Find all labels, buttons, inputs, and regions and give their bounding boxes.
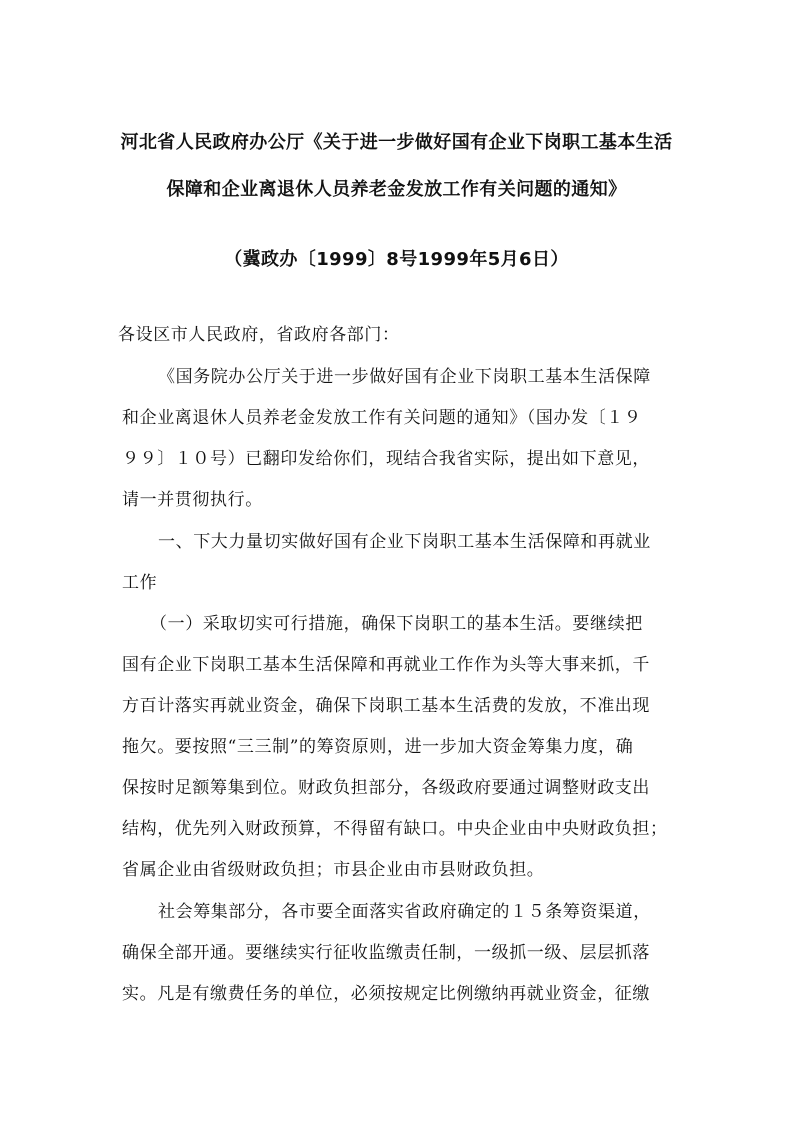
body-line: 方百计落实再就业资金，确保下岗职工基本生活费的发放，不准出现 [122, 696, 650, 716]
section-heading: 一、下大力量切实做好国有企业下岗职工基本生活保障和再就业 [158, 532, 651, 552]
body-line: 国有企业下岗职工基本生活保障和再就业工作作为头等大事来抓，千 [122, 655, 650, 675]
body-line: 拖欠。要按照“三三制”的筹资原则，进一步加大资金筹集力度，确 [122, 737, 634, 757]
body-line: 确保全部开通。要继续实行征收监缴责任制，一级抓一级、层层抓落 [122, 943, 650, 963]
body-line: （一）采取切实可行措施，确保下岗职工的基本生活。要继续把 [150, 614, 643, 634]
body-line: 请一并贯彻执行。 [122, 490, 263, 510]
body-line: 省属企业由省级财政负担；市县企业由市县财政负担。 [122, 860, 545, 880]
salutation: 各设区市人民政府，省政府各部门： [118, 325, 400, 345]
body-line: 和企业离退休人员养老金发放工作有关问题的通知》（国办发〔１９ [122, 408, 642, 428]
section-heading: 工作 [122, 573, 158, 593]
body-line: 实。凡是有缴费任务的单位，必须按规定比例缴纳再就业资金，征缴 [122, 984, 650, 1004]
body-line: 社会筹集部分，各市要全面落实省政府确定的１５条筹资渠道， [158, 902, 651, 922]
body-line: 《国务院办公厅关于进一步做好国有企业下岗职工基本生活保障 [158, 367, 651, 387]
document-number: （冀政办〔1999〕8号1999年5月6日） [224, 249, 569, 270]
body-line: 保按时足额筹集到位。财政负担部分，各级政府要通过调整财政支出 [122, 778, 650, 798]
body-line: 结构，优先列入财政预算，不得留有缺口。中央企业由中央财政负担； [122, 819, 668, 839]
document-title-line-2: 保障和企业离退休人员养老金发放工作有关问题的通知》 [166, 179, 627, 200]
document-title-line-1: 河北省人民政府办公厅《关于进一步做好国有企业下岗职工基本生活 [120, 132, 673, 153]
body-line: ９９〕１０号）已翻印发给你们，现结合我省实际，提出如下意见， [122, 449, 650, 469]
